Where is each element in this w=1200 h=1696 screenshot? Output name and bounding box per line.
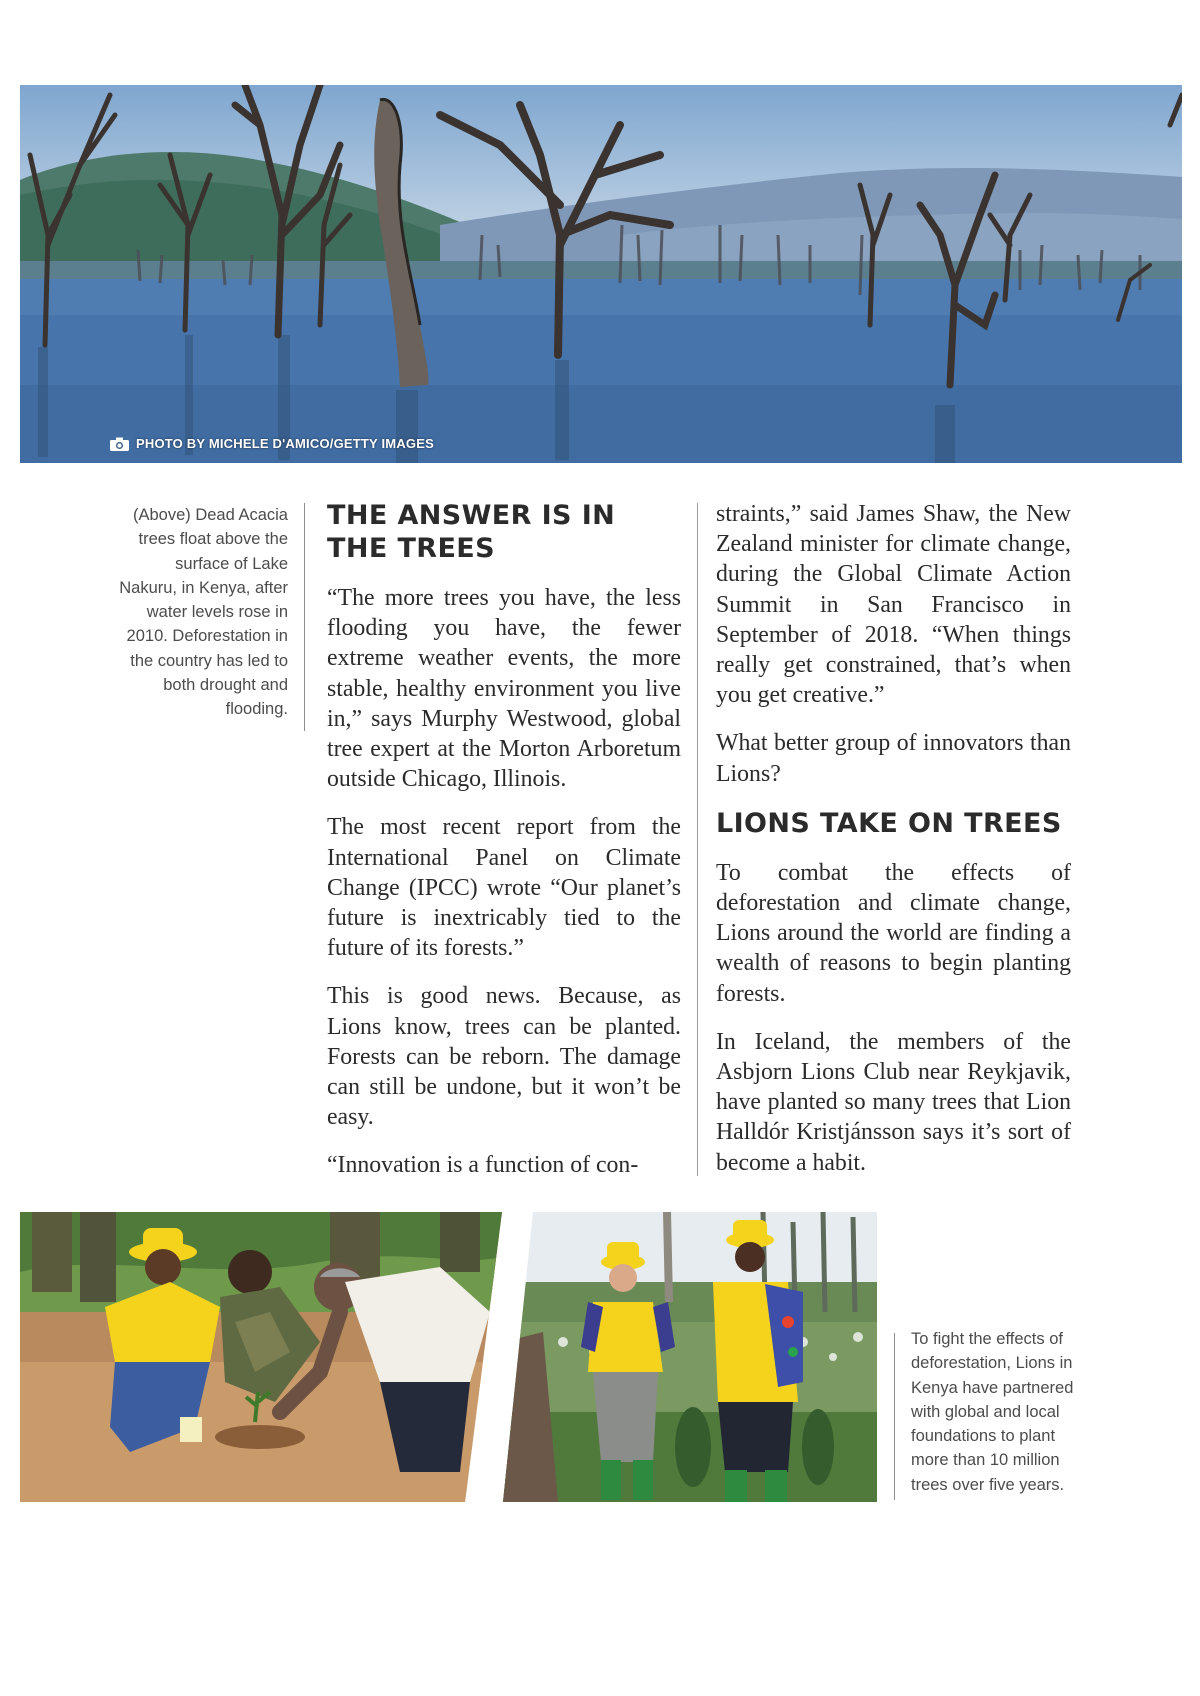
- paragraph: To combat the effects of deforestation and climate change, Lions around the world are finding a wealth of reasons to begin planting forests.: [716, 859, 1071, 1007]
- photos-caption: To fight the effects of deforestation, Lions in Kenya have partnered with global and local foundations to plant more than 10 million trees over five years.: [911, 1330, 1074, 1494]
- paragraph: This is good news. Because, as Lions know, trees can be planted. Forests can be reborn. The damage can still be undone, but it won’t be easy.: [327, 983, 681, 1131]
- planting-scene-illustration: [20, 1212, 502, 1502]
- camera-icon: [110, 437, 129, 451]
- hero-photo: [20, 85, 1182, 463]
- section-heading-answer-in-trees: THE ANSWER IS IN THE TREES: [327, 500, 616, 564]
- caption-divider: [894, 1333, 895, 1500]
- tree-planting-photo: [20, 1212, 502, 1502]
- lake-scene-illustration: [20, 85, 1182, 463]
- paragraph: What better group of innovators than Lions?: [716, 730, 1071, 787]
- paragraph: “The more trees you have, the less flooding you have, the fewer extreme weather events, the more stable, healthy environment you live in,” says Murphy Westwood, global tree expert at the Morton Arboretum outside Chicago, Illinois.: [327, 585, 681, 793]
- hero-caption: (Above) Dead Acacia trees float above the surface of Lake Nakuru, in Kenya, after water levels rose in 2010. Deforestation in the country has led to both drought and flooding.: [119, 506, 288, 719]
- paragraph: “Innovation is a function of con-: [327, 1152, 639, 1179]
- paragraph: straints,” said James Shaw, the New Zealand minister for climate change, during the Global Climate Action Summit in San Francisco in September of 2018. “When things really get constrained, that’s when you get creative.”: [716, 501, 1071, 709]
- volunteers-scene-illustration: [503, 1212, 877, 1502]
- article-column-2: [716, 499, 1071, 1196]
- paragraph: The most recent report from the International Panel on Climate Change (IPCC) wrote “Our planet’s future is inextricably tied to the future of its forests.”: [327, 814, 681, 962]
- lions-volunteers-photo: [503, 1212, 877, 1502]
- section-heading-lions-take-on-trees: LIONS TAKE ON TREES: [716, 807, 1062, 839]
- photo-credit-text: PHOTO BY MICHELE D'AMICO/GETTY IMAGES: [136, 436, 434, 451]
- paragraph: In Iceland, the members of the Asbjorn Lions Club near Reykjavik, have planted so many trees that Lion Halldór Kristjánsson says it’s sort of become a habit.: [716, 1028, 1071, 1176]
- photo-credit: [110, 436, 434, 451]
- column-divider: [697, 503, 698, 1176]
- caption-divider: [304, 503, 305, 731]
- article-column-1: [327, 499, 681, 1199]
